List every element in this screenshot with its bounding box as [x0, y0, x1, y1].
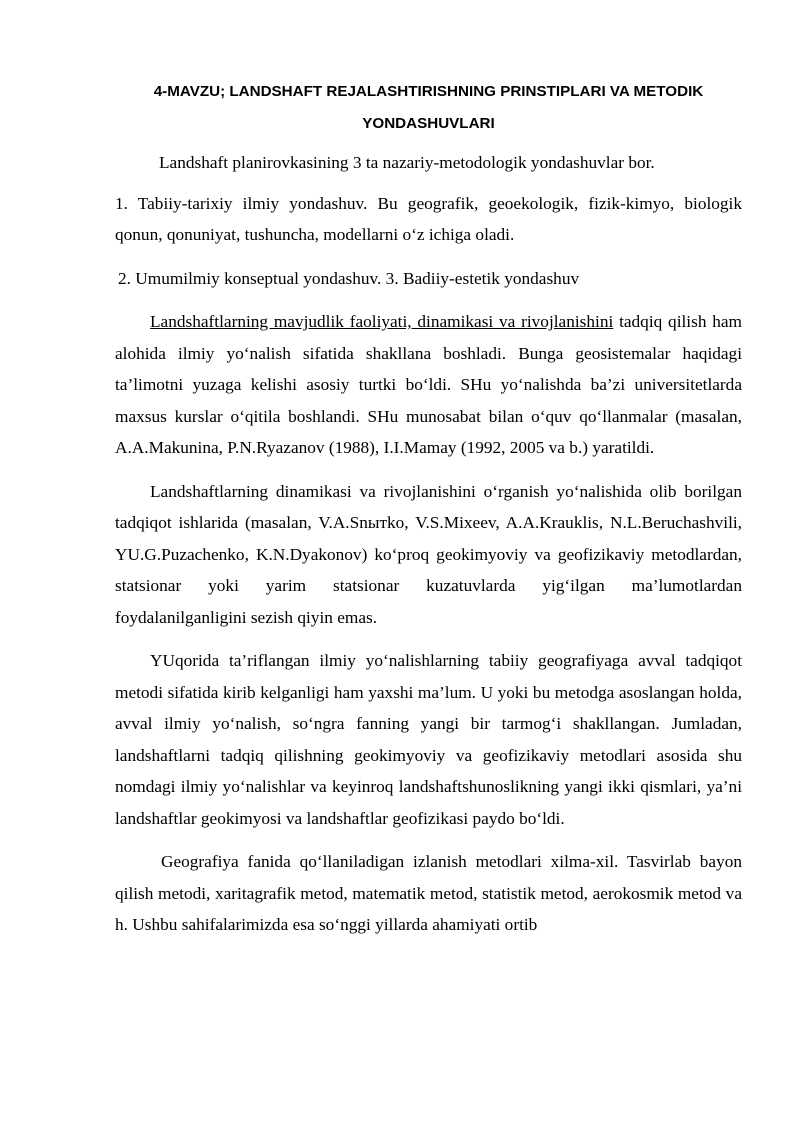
document-title	[115, 76, 742, 140]
paragraph-3: YUqorida ta’riflangan ilmiy yo‘nalishlarning tabiiy geografiyaga avval tadqiqot metodi sifatida kirib kelganligi ham yaxshi ma’lum. U yoki bu metodga asoslangan holda, avval ilmiy yo‘nalish, so‘ngra fanning yangi bir tarmog‘i shakllangan. Jumladan, landshaftlarni tadqiq qilishning geokimyoviy va geofizikaviy metodlari asosida shu nomdagi ilmiy yo‘nalishlar va keyinroq landshaftshunoslikning yangi ikki qismlari, ya’ni landshaftlar geokimyosi va landshaftlar geofizikasi paydo bo‘ldi.	[115, 651, 742, 828]
paragraph-1	[115, 306, 742, 464]
title-line-1: 4-MAVZU; LANDSHAFT REJALASHTIRISHNING PRINSTIPLARI VA METODIK	[153, 83, 704, 100]
paragraph-1-text: tadqiq qilish ham alohida ilmiy yo‘nalish sifatida shakllana boshladi. Bunga geosistemalar haqidagi ta’limotni yuzaga kelishi asosiy turtki bo‘ldi. SHu yo‘nalishda ba’zi universitetlarda maxsus kurslar o‘qitila boshlandi. SHu munosabat bilan o‘quv qo‘llanmalar (masalan, A.A.Makunina, P.N.Ryazanov (1988), I.I.Mamay (1992, 2005 va b.) yaratildi.	[115, 312, 743, 457]
approach-items-2-3: 2. Umumilmiy konseptual yondashuv. 3. Badiiy-estetik yondashuv	[118, 268, 580, 288]
paragraph-2: Landshaftlarning dinamikasi va rivojlanishini o‘rganish yo‘nalishida olib borilgan tadqiqot ishlarida (masalan, V.A.Snытko, V.S.Mixeev, A.A.Krauklis, N.L.Beruchashvili, YU.G.Puzachenko, K.N.Dyakonov) ko‘proq geokimyoviy va geofizikaviy metodlardan, statsionar yoki yarim statsionar kuzatuvlarda yig‘ilgan ma’lumotlardan foydalanilganligini sezish qiyin emas.	[115, 481, 742, 627]
approach-item-1: 1. Tabiiy-tarixiy ilmiy yondashuv. Bu geografik, geoekologik, fizik-kimyo, biologik qonun, qonuniyat, tushuncha, modellarni o‘z ichiga oladi.	[115, 193, 742, 244]
document-body	[115, 76, 742, 953]
underlined-phrase: Landshaftlarning mavjudlik faoliyati, dinamikasi va rivojlanishini	[150, 312, 614, 331]
title-line-2: YONDASHUVLARI	[362, 115, 495, 132]
intro-paragraph: Landshaft planirovkasining 3 ta nazariy-metodologik yondashuvlar bor.	[159, 153, 655, 172]
paragraph-4: Geografiya fanida qo‘llaniladigan izlanish metodlari xilma-xil. Tasvirlab bayon qilish metodi, xaritagrafik metod, matematik metod, statistik metod, aerokosmik metod va h. Ushbu sahifalarimizda esa so‘nggi yillarda ahamiyati ortib	[115, 852, 742, 934]
